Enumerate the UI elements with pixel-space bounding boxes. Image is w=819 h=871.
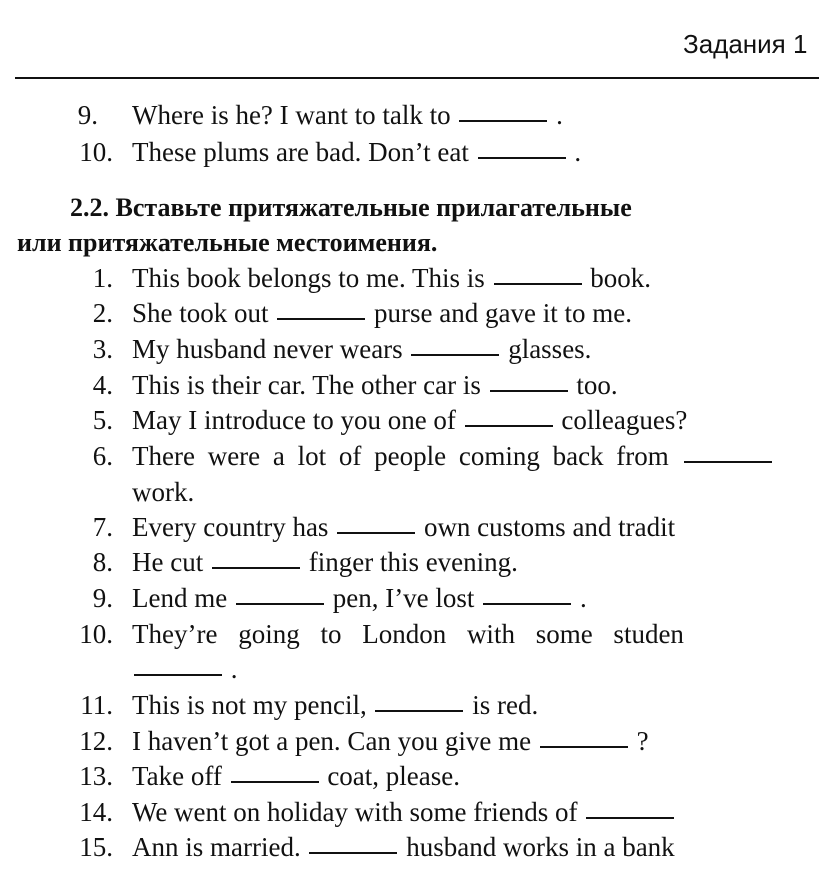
item-text-middle: pen, I’ve lost	[325, 583, 482, 613]
item-number: 4.	[92, 370, 113, 400]
item-text-after: purse and gave it to me.	[367, 298, 632, 328]
exercise-item-8	[0, 546, 819, 578]
answer-blank[interactable]	[231, 779, 319, 783]
item-number: 9.	[77, 100, 98, 130]
exercise-number: 2.2.	[70, 193, 109, 222]
item-text: There were a lot of people coming back from	[132, 441, 682, 471]
exercise-item-4	[0, 369, 819, 401]
exercise-item-3	[0, 333, 819, 365]
answer-blank[interactable]	[459, 118, 547, 122]
answer-blank[interactable]	[465, 423, 553, 427]
item-text: These plums are bad. Don’t eat	[132, 137, 469, 167]
exercise-heading-line2: или притяжательные местоимения.	[17, 228, 438, 257]
item-number: 15.	[79, 832, 113, 862]
answer-blank[interactable]	[478, 155, 566, 159]
answer-blank[interactable]	[494, 281, 582, 285]
item-number: 8.	[92, 547, 113, 577]
item-text-after: coat, please.	[320, 761, 461, 791]
item-text: This is their car. The other car is	[132, 370, 488, 400]
item-text: Lend me	[132, 583, 234, 613]
item-text-after: book.	[583, 263, 652, 293]
answer-blank[interactable]	[236, 601, 324, 605]
item-number: 14.	[79, 797, 113, 827]
prev-item-10	[0, 136, 819, 168]
item-number: 12.	[79, 726, 113, 756]
exercise-item-9	[0, 582, 819, 614]
answer-blank-2[interactable]	[483, 601, 571, 605]
answer-blank[interactable]	[134, 672, 222, 676]
item-number: 10.	[79, 619, 113, 649]
item-text-after: .	[224, 654, 238, 684]
item-text: Where is he? I want to talk to	[132, 100, 451, 130]
item-number: 11.	[80, 690, 113, 720]
exercise-item-13	[0, 760, 819, 792]
item-number: 13.	[79, 761, 113, 791]
answer-blank[interactable]	[277, 316, 365, 320]
item-text-after: finger this evening.	[301, 547, 518, 577]
item-number: 5.	[92, 405, 113, 435]
exercise-item-10-continued	[0, 653, 819, 685]
item-text: We went on holiday with some friends of	[132, 797, 585, 827]
item-text-after: husband works in a bank	[399, 832, 675, 862]
item-text: Ann is married.	[132, 832, 308, 862]
exercise-item-6-continued	[0, 476, 819, 508]
answer-blank[interactable]	[309, 850, 397, 854]
item-text-after: too.	[569, 370, 618, 400]
item-text-after: glasses.	[501, 334, 592, 364]
header-rule	[15, 77, 819, 79]
item-text-after: own customs and tradit	[417, 512, 676, 542]
item-number: 1.	[92, 263, 113, 293]
answer-blank[interactable]	[540, 744, 628, 748]
item-text: She took out	[132, 298, 276, 328]
item-text: This book belongs to me. This is	[132, 263, 492, 293]
answer-blank[interactable]	[684, 459, 772, 463]
answer-blank[interactable]	[375, 708, 463, 712]
item-text-after: colleagues?	[554, 405, 688, 435]
item-text-continued: work.	[132, 477, 195, 507]
item-text: Take off	[132, 761, 229, 791]
item-text-after: .	[549, 100, 563, 130]
exercise-heading-line1	[70, 192, 632, 224]
exercise-item-5	[0, 404, 819, 436]
answer-blank[interactable]	[586, 815, 674, 819]
item-text-after: .	[573, 583, 587, 613]
item-number: 9.	[92, 583, 113, 613]
exercise-item-7	[0, 511, 819, 543]
prev-item-9	[0, 99, 819, 131]
exercise-item-12	[0, 725, 819, 757]
item-number: 10.	[79, 137, 113, 167]
answer-blank[interactable]	[337, 530, 415, 534]
answer-blank[interactable]	[411, 352, 499, 356]
exercise-item-10	[0, 618, 819, 650]
item-text: May I introduce to you one of	[132, 405, 463, 435]
item-text-after: .	[567, 137, 582, 167]
exercise-item-15	[0, 831, 819, 863]
item-text: This is not my pencil,	[132, 690, 374, 720]
item-number: 7.	[92, 512, 113, 542]
item-number: 3.	[92, 334, 113, 364]
exercise-title: Вставьте притяжательные прилагательные	[115, 193, 632, 222]
item-number: 2.	[92, 298, 113, 328]
item-number: 6.	[92, 441, 113, 471]
exercise-item-2	[0, 297, 819, 329]
exercise-item-1	[0, 262, 819, 294]
exercise-item-11	[0, 689, 819, 721]
item-text: Every country has	[132, 512, 336, 542]
item-text-after: is red.	[465, 690, 539, 720]
answer-blank[interactable]	[212, 565, 300, 569]
exercise-item-14	[0, 796, 819, 828]
item-text-after: ?	[629, 726, 649, 756]
answer-blank[interactable]	[490, 388, 568, 392]
item-text: They’re going to London with some studen	[132, 619, 684, 649]
exercise-item-6	[0, 440, 819, 472]
item-text: My husband never wears	[132, 334, 410, 364]
item-text: I haven’t got a pen. Can you give me	[132, 726, 538, 756]
item-text: He cut	[132, 547, 210, 577]
running-header: Задания 1	[683, 29, 808, 59]
